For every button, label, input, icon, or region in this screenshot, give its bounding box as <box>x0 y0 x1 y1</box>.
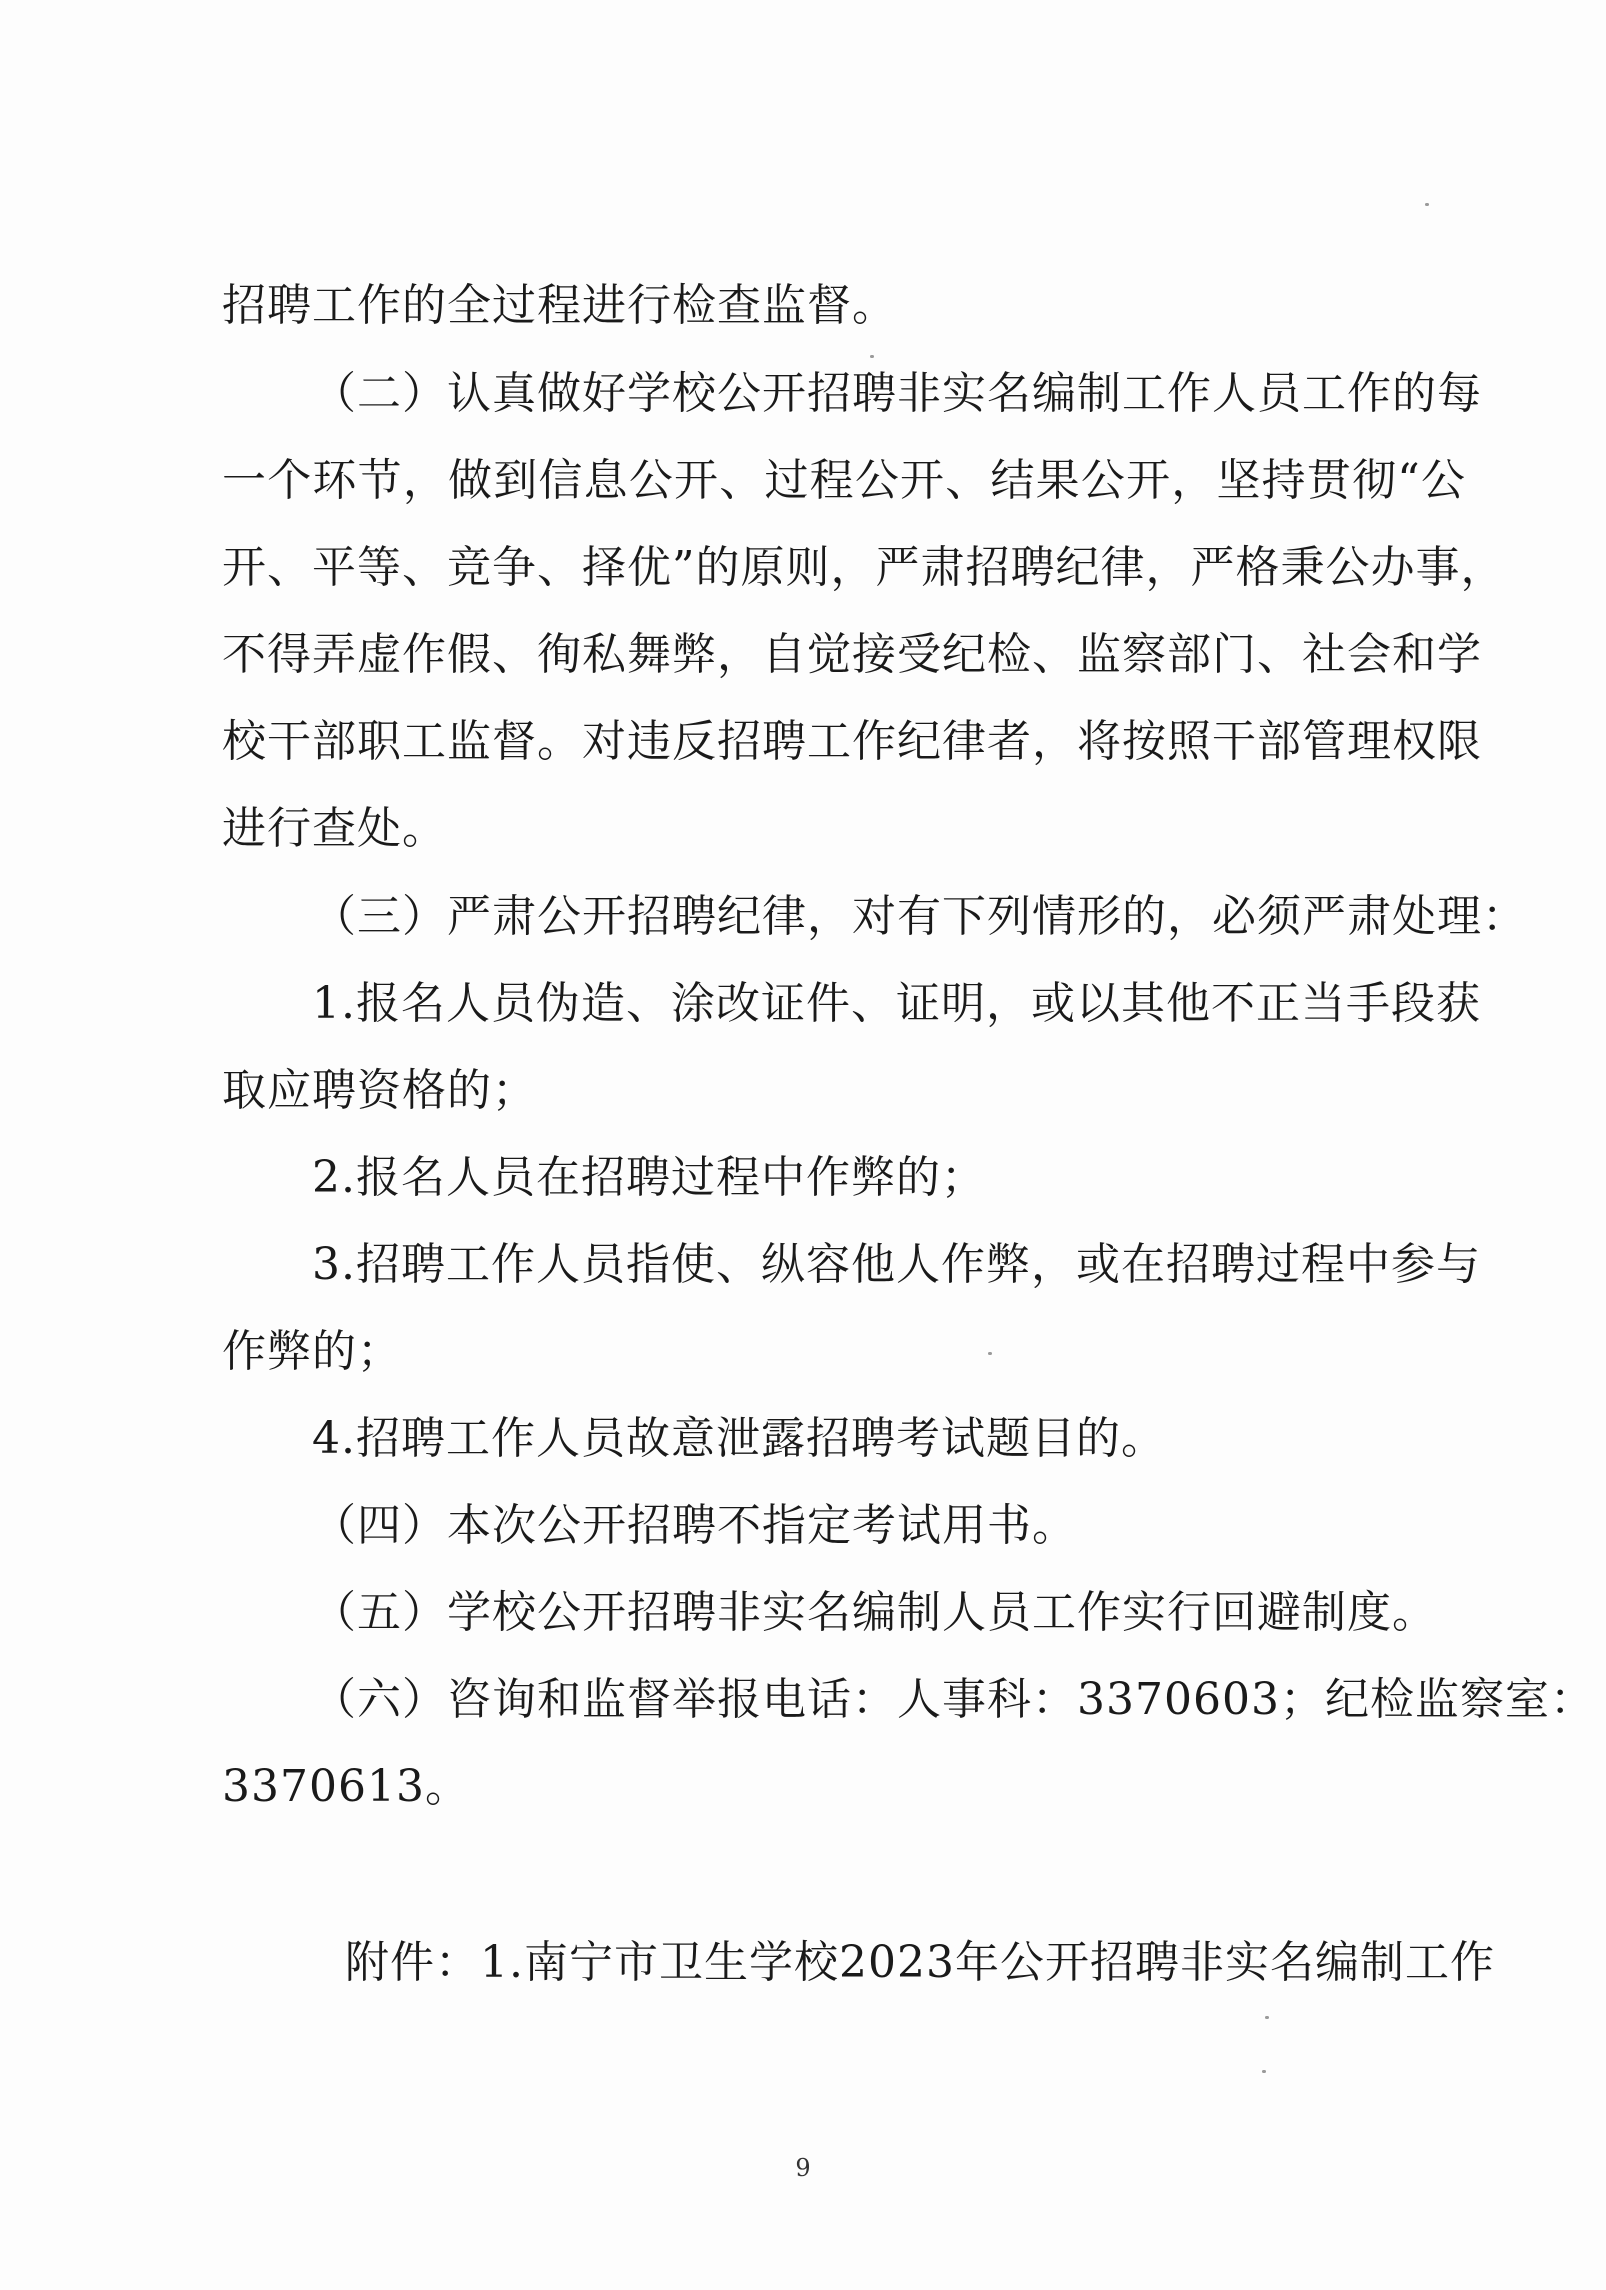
list-item-line: 取应聘资格的； <box>222 1065 537 1116</box>
contact-line: （六）咨询和监督举报电话：人事科：3370603；纪检监察室： <box>312 1674 1595 1725</box>
list-item-line: 3.招聘工作人员指使、纵容他人作弊，或在招聘过程中参与 <box>312 1239 1481 1290</box>
contact-line: 3370613。 <box>222 1761 470 1812</box>
list-item-line: 2.报名人员在招聘过程中作弊的； <box>312 1152 986 1203</box>
text-line: 招聘工作的全过程进行检查监督。 <box>222 280 897 331</box>
scan-speck <box>1262 2070 1266 2073</box>
scan-speck <box>1425 203 1429 206</box>
scan-speck <box>988 1352 992 1355</box>
list-item-line: 1.报名人员伪造、涂改证件、证明，或以其他不正当手段获 <box>312 978 1481 1029</box>
page-number: 9 <box>795 2154 811 2182</box>
paragraph-line: （五）学校公开招聘非实名编制人员工作实行回避制度。 <box>312 1587 1437 1638</box>
paragraph-line: 进行查处。 <box>222 803 447 854</box>
paragraph-line: 一个环节，做到信息公开、过程公开、结果公开，坚持贯彻“公 <box>222 455 1466 506</box>
paragraph-line: （四）本次公开招聘不指定考试用书。 <box>312 1500 1077 1551</box>
scan-speck <box>1265 2016 1269 2019</box>
list-item-line: 4.招聘工作人员故意泄露招聘考试题目的。 <box>312 1413 1166 1464</box>
list-item-line: 作弊的； <box>222 1326 402 1377</box>
paragraph-line: （二）认真做好学校公开招聘非实名编制工作人员工作的每 <box>312 368 1482 419</box>
paragraph-line: 校干部职工监督。对违反招聘工作纪律者，将按照干部管理权限 <box>222 716 1482 767</box>
paragraph-line: 不得弄虚作假、徇私舞弊，自觉接受纪检、监察部门、社会和学 <box>222 629 1482 680</box>
attachment-line: 附件：1.南宁市卫生学校2023年公开招聘非实名编制工作 <box>345 1937 1495 1988</box>
paragraph-line: （三）严肃公开招聘纪律，对有下列情形的，必须严肃处理： <box>312 891 1527 942</box>
paragraph-line: 开、平等、竞争、择优”的原则，严肃招聘纪律，严格秉公办事， <box>222 542 1506 593</box>
scan-speck <box>870 355 874 358</box>
